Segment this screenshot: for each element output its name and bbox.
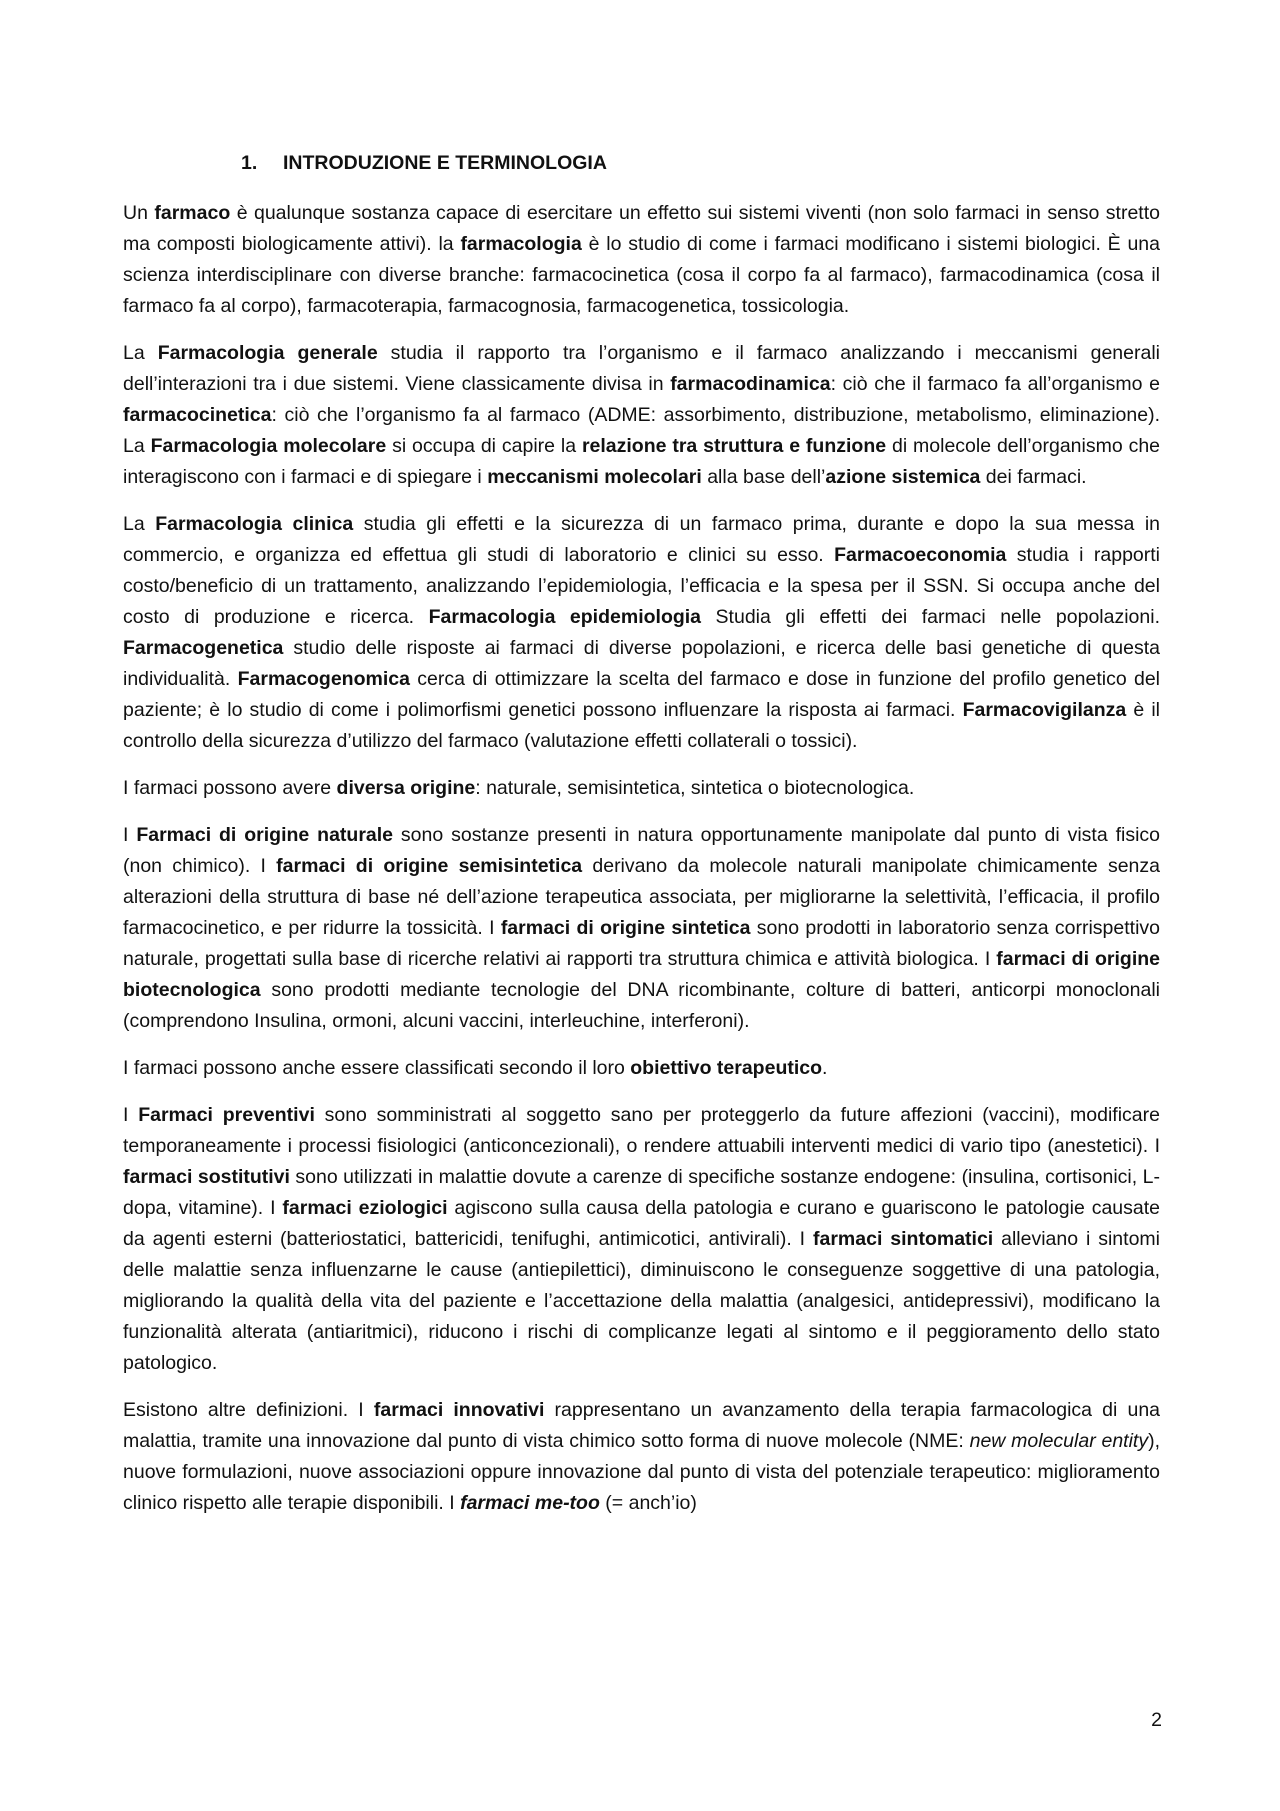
text-run: La bbox=[123, 342, 158, 364]
text-run: (= anch’io) bbox=[599, 1492, 697, 1514]
text-run: alleviano i sintomi delle malattie senza influenzarne le cause (antiepilettici), diminuiscono le conseguenze soggettive di una patologia, migliorando la qualità della vita del paziente e l’accettazione della malattia (analgesici, antidepressivi), modificano la funzionalità alterata (antiaritmici), riducono i rischi di complicanze legati al sintomo e il peggioramento dello stato patologico. bbox=[123, 1228, 1160, 1374]
bold-term: farmaci sintomatici bbox=[813, 1228, 994, 1250]
text-run: agiscono sulla causa della patologia e curano e guariscono le patologie causate da agenti esterni (batteriostatici, battericidi, tenifughi, antimicotici, antivirali). I bbox=[123, 1197, 1160, 1250]
bold-term: farmacodinamica bbox=[670, 373, 831, 395]
text-run: sono somministrati al soggetto sano per proteggerlo da future affezioni (vaccini), modificare temporaneamente i processi fisiologici (anticoncezionali), o rendere attuabili interventi medici di vario tipo (anestetici). I bbox=[123, 1104, 1160, 1157]
text-run: : naturale, semisintetica, sintetica o biotecnologica. bbox=[475, 777, 915, 799]
bold-term: meccanismi molecolari bbox=[487, 466, 702, 488]
paragraph-diversa-origine bbox=[123, 773, 1160, 804]
bold-term: farmaci sostitutivi bbox=[123, 1166, 290, 1188]
text-run: è il controllo della sicurezza d’utilizzo del farmaco (valutazione effetti collaterali o tossici). bbox=[123, 699, 1160, 752]
text-run: Studia gli effetti dei farmaci nelle popolazioni. bbox=[701, 606, 1160, 628]
bold-term: farmaci me-too bbox=[460, 1492, 600, 1514]
bold-term: farmacologia bbox=[460, 233, 582, 255]
text-run: rappresentano un avanzamento della terapia farmacologica di una malattia, tramite una innovazione dal punto di vista chimico sotto forma di nuove molecole (NME: bbox=[123, 1399, 1161, 1452]
text-run: I bbox=[123, 1104, 139, 1126]
text-run: studia i rapporti costo/beneficio di un trattamento, analizzando l’epidemiologia, l’efficacia e la spesa per il SSN. Si occupa anche del costo di produzione e ricerca. bbox=[123, 544, 1160, 628]
bold-term: Farmacologia generale bbox=[157, 342, 378, 364]
bold-term: diversa origine bbox=[336, 777, 476, 799]
paragraph-obiettivo-terapeutico bbox=[123, 1053, 1160, 1084]
bold-term: farmaco bbox=[154, 202, 231, 224]
text-run: sono utilizzati in malattie dovute a carenze di specifiche sostanze endogene: (insulina, cortisonici, L-dopa, vitamine). I bbox=[123, 1166, 1160, 1219]
text-run: si occupa di capire la bbox=[386, 435, 582, 457]
text-run: Esistono altre definizioni. I bbox=[123, 1399, 374, 1421]
text-run: dei farmaci. bbox=[980, 466, 1087, 488]
bold-term: farmaci di origine semisintetica bbox=[276, 855, 583, 877]
text-run: di molecole dell’organismo che interagiscono con i farmaci e di spiegare i bbox=[123, 435, 1161, 488]
bold-term: Farmacovigilanza bbox=[962, 699, 1127, 721]
bold-term: Farmacologia clinica bbox=[155, 513, 354, 535]
text-run: studia gli effetti e la sicurezza di un farmaco prima, durante e dopo la sua messa in commercio, e organizza ed effettua gli studi di laboratorio e clinici su esso. bbox=[123, 513, 1161, 566]
bold-term: obiettivo terapeutico bbox=[630, 1057, 823, 1079]
text-run: . bbox=[822, 1057, 828, 1079]
bold-term: farmaci di origine sintetica bbox=[500, 917, 751, 939]
text-run: I bbox=[123, 824, 137, 846]
paragraph-origine-farmaci bbox=[123, 820, 1160, 1037]
paragraph-tipi-farmaci bbox=[123, 1100, 1160, 1379]
text-run: sono prodotti mediante tecnologie del DNA ricombinante, colture di batteri, anticorpi monoclonali (comprendono Insulina, ormoni, alcuni vaccini, interleuchine, interferoni). bbox=[123, 979, 1160, 1032]
section-heading bbox=[123, 150, 1160, 176]
text-run: è qualunque sostanza capace di esercitare un effetto sui sistemi viventi (non solo farmaci in senso stretto ma composti biologicamente attivi). la bbox=[123, 202, 1160, 255]
section-number: 1. bbox=[241, 152, 258, 174]
bold-term: farmaci innovativi bbox=[373, 1399, 545, 1421]
bold-term: azione sistemica bbox=[825, 466, 981, 488]
bold-term: farmaci eziologici bbox=[282, 1197, 448, 1219]
section-title: INTRODUZIONE E TERMINOLOGIA bbox=[283, 152, 607, 174]
italic-term: new molecular entity bbox=[969, 1430, 1149, 1452]
bold-term: Farmaci di origine naturale bbox=[136, 824, 394, 846]
bold-term: Farmacogenetica bbox=[123, 637, 284, 659]
text-run: La bbox=[123, 513, 156, 535]
bold-term: farmacocinetica bbox=[123, 404, 272, 426]
text-run: studia il rapporto tra l’organismo e il farmaco analizzando i meccanismi generali dell’interazioni tra i due sistemi. Viene classicamente divisa in bbox=[123, 342, 1160, 395]
bold-term: Farmacoeconomia bbox=[834, 544, 1007, 566]
page-number: 2 bbox=[1151, 1709, 1162, 1731]
text-run: studio delle risposte ai farmaci di diverse popolazioni, e ricerca delle basi genetiche di questa individualità. bbox=[123, 637, 1160, 690]
text-run: derivano da molecole naturali manipolate chimicamente senza alterazioni della struttura di base né dell’azione terapeutica associata, per migliorarne la selettività, l’efficacia, il profilo farmacocinetico, e per ridurre la tossicità. I bbox=[123, 855, 1160, 939]
text-run: : ciò che il farmaco fa all’organismo e bbox=[830, 373, 1160, 395]
text-run: ), nuove formulazioni, nuove associazioni oppure innovazione dal punto di vista del potenziale terapeutico: miglioramento clinico rispetto alle terapie disponibili. I bbox=[123, 1430, 1160, 1514]
paragraph-farmaco-definition bbox=[123, 198, 1160, 322]
text-run: I farmaci possono avere bbox=[123, 777, 337, 799]
text-run: : ciò che l’organismo fa al farmaco (ADME: assorbimento, distribuzione, metabolismo, eliminazione). La bbox=[123, 404, 1160, 457]
bold-term: farmaci di origine biotecnologica bbox=[123, 948, 1161, 1001]
bold-term: Farmacogenomica bbox=[237, 668, 410, 690]
text-run: alla base dell’ bbox=[701, 466, 826, 488]
text-run: sono prodotti in laboratorio senza corrispettivo naturale, progettati sulla base di ricerche relativi ai rapporti tra struttura chimica e attività biologica. I bbox=[123, 917, 1161, 970]
paragraph-farmacologia-generale bbox=[123, 338, 1160, 493]
text-run: Un bbox=[123, 202, 155, 224]
text-run: è lo studio di come i farmaci modificano i sistemi biologici. È una scienza interdisciplinare con diverse branche: farmacocinetica (cosa il corpo fa al farmaco), farmacodinamica (cosa il farmaco fa al corpo), farmacoterapia, farmacognosia, farmacogenetica, tossicologia. bbox=[123, 233, 1160, 317]
text-run: I farmaci possono anche essere classificati secondo il loro bbox=[123, 1057, 631, 1079]
bold-term: Farmacologia epidemiologia bbox=[428, 606, 702, 628]
text-run: sono sostanze presenti in natura opportunamente manipolate dal punto di vista fisico (non chimico). I bbox=[123, 824, 1161, 877]
paragraph-farmacologia-clinica bbox=[123, 509, 1160, 757]
bold-term: Farmaci preventivi bbox=[138, 1104, 315, 1126]
paragraph-altre-definizioni bbox=[123, 1395, 1160, 1519]
bold-term: relazione tra struttura e funzione bbox=[581, 435, 887, 457]
page-content bbox=[123, 150, 1160, 1519]
text-run: cerca di ottimizzare la scelta del farmaco e dose in funzione del profilo genetico del paziente; è lo studio di come i polimorfismi genetici possono influenzare la risposta ai farmaci. bbox=[123, 668, 1161, 721]
bold-term: Farmacologia molecolare bbox=[150, 435, 387, 457]
